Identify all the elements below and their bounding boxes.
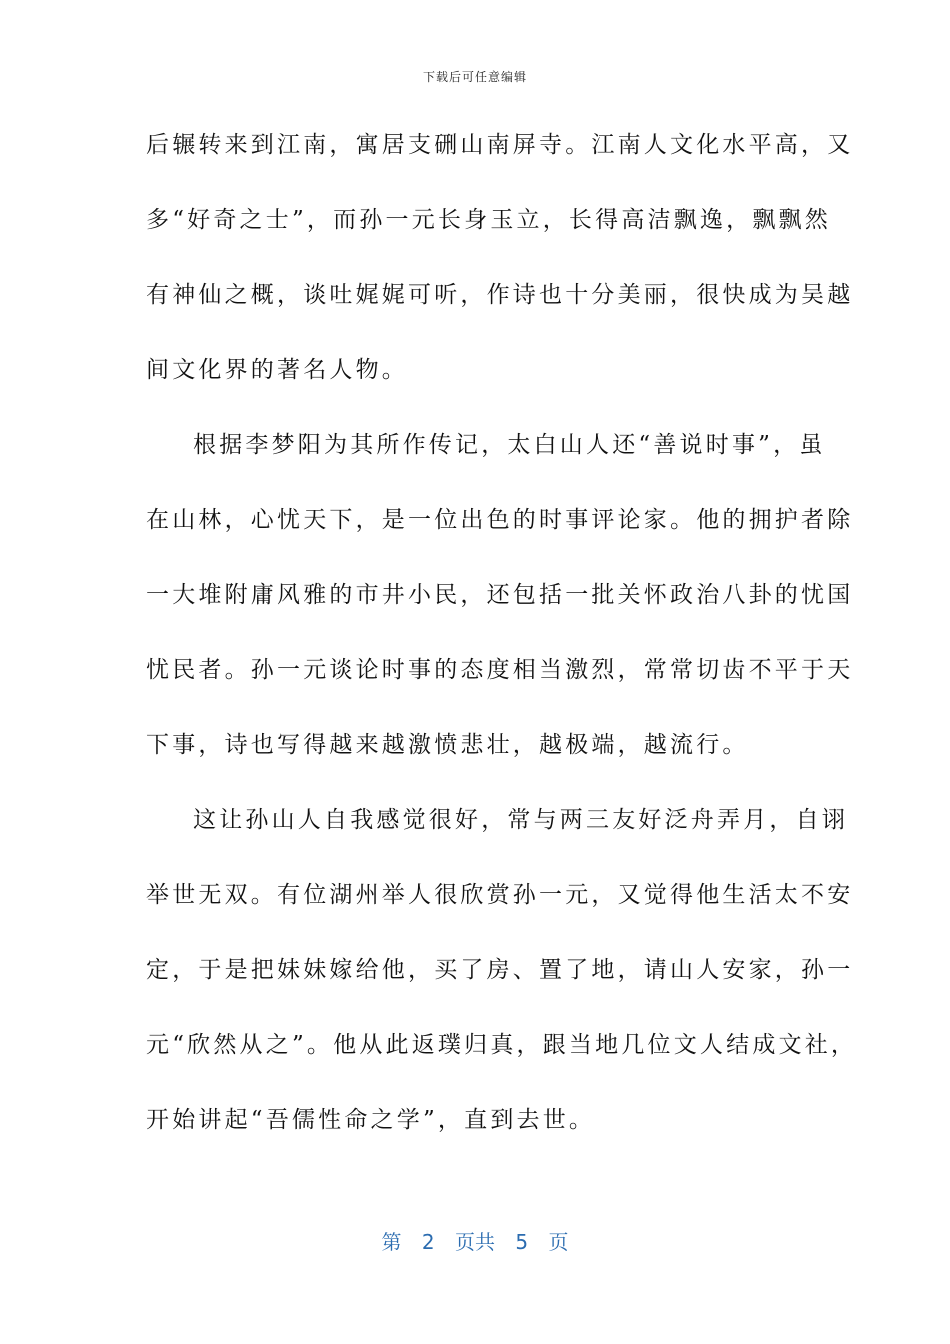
text-line: 元“欣然从之”。他从此返璞归真，跟当地几位文人结成文社， — [146, 1032, 858, 1058]
footer-prefix: 第 — [381, 1230, 402, 1254]
footer-middle: 页共 — [455, 1230, 495, 1254]
text-line: 下事，诗也写得越来越激愤悲壮，越极端，越流行。 — [146, 732, 749, 758]
text-line: 举世无双。有位湖州举人很欣赏孙一元，又觉得他生活太不安 — [146, 882, 854, 908]
text-line: 后辗转来到江南，寓居支硎山南屏寺。江南人文化水平高，又 — [146, 132, 854, 158]
text-line: 这让孙山人自我感觉很好，常与两三友好泛舟弄月，自诩 — [193, 807, 848, 833]
text-line: 在山林，心忧天下，是一位出色的时事评论家。他的拥护者除 — [146, 507, 854, 533]
text-line: 定，于是把妹妹嫁给他，买了房、置了地，请山人安家，孙一 — [146, 957, 854, 983]
page-footer — [0, 1226, 950, 1255]
text-line: 根据李梦阳为其所作传记，太白山人还“善说时事”，虽 — [193, 432, 826, 458]
text-line: 开始讲起“吾儒性命之学”，直到去世。 — [146, 1107, 596, 1133]
total-pages-number: 5 — [515, 1230, 529, 1254]
footer-suffix: 页 — [548, 1230, 569, 1254]
download-note: 下载后可任意编辑 — [422, 70, 527, 84]
current-page-number: 2 — [421, 1230, 435, 1254]
text-line: 一大堆附庸风雅的市井小民，还包括一批关怀政治八卦的忧国 — [146, 582, 854, 608]
text-line: 忧民者。孙一元谈论时事的态度相当激烈，常常切齿不平于天 — [146, 657, 854, 683]
text-line: 有神仙之概，谈吐娓娓可听，作诗也十分美丽，很快成为吴越 — [146, 282, 854, 308]
text-line: 间文化界的著名人物。 — [146, 357, 408, 383]
text-line: 多“好奇之士”，而孙一元长身玉立，长得高洁飘逸，飘飘然 — [146, 207, 831, 233]
